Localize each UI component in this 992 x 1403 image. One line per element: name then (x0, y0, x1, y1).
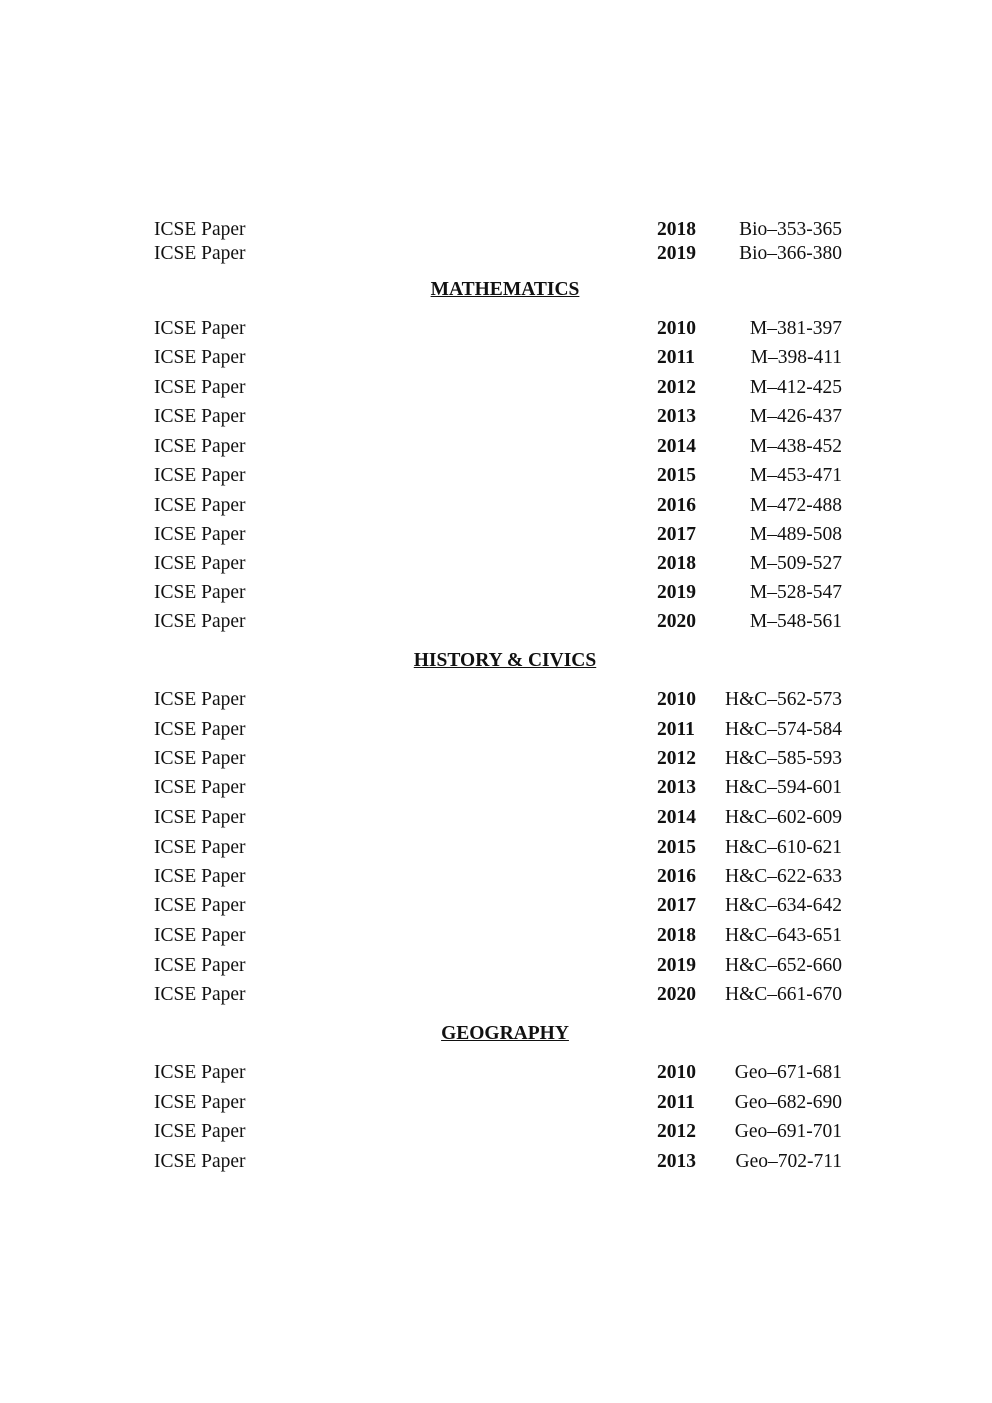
table-row (154, 552, 842, 576)
paper-year: 2010 (657, 1062, 696, 1083)
paper-label: ICSE Paper (154, 406, 246, 427)
table-row (154, 806, 842, 830)
paper-year: 2016 (657, 866, 696, 887)
paper-label: ICSE Paper (154, 984, 246, 1005)
paper-year: 2014 (657, 807, 696, 828)
paper-label: ICSE Paper (154, 748, 246, 769)
page-range: Geo–702-711 (735, 1151, 842, 1172)
page-range: Geo–671-681 (734, 1062, 842, 1083)
page-range: H&C–562-573 (725, 689, 842, 710)
paper-label: ICSE Paper (154, 1092, 246, 1113)
paper-label: ICSE Paper (154, 553, 246, 574)
page-range: M–426-437 (749, 406, 842, 427)
table-row (154, 954, 842, 978)
paper-year: 2011 (657, 1092, 695, 1113)
page-range: M–438-452 (749, 436, 842, 457)
paper-label: ICSE Paper (154, 807, 246, 828)
table-row (154, 242, 842, 266)
paper-year: 2012 (657, 1121, 696, 1142)
page-range: M–509-527 (749, 553, 842, 574)
page-range: H&C–622-633 (725, 866, 842, 887)
table-row (154, 1061, 842, 1085)
paper-label: ICSE Paper (154, 895, 246, 916)
section-heading-geography: GEOGRAPHY (441, 1023, 569, 1044)
paper-label: ICSE Paper (154, 465, 246, 486)
paper-year: 2015 (657, 465, 696, 486)
paper-label: ICSE Paper (154, 689, 246, 710)
table-row (154, 346, 842, 370)
table-row (154, 1150, 842, 1174)
table-row (154, 1120, 842, 1144)
table-row (154, 688, 842, 712)
paper-label: ICSE Paper (154, 719, 246, 740)
paper-year: 2019 (657, 582, 696, 603)
table-row (154, 894, 842, 918)
page-range: H&C–585-593 (725, 748, 842, 769)
paper-label: ICSE Paper (154, 524, 246, 545)
paper-label: ICSE Paper (154, 318, 246, 339)
table-row (154, 718, 842, 742)
paper-year: 2018 (657, 553, 696, 574)
table-row (154, 464, 842, 488)
table-row (154, 924, 842, 948)
page-range: Bio–353-365 (739, 219, 842, 240)
page-range: H&C–634-642 (725, 895, 842, 916)
table-row (154, 776, 842, 800)
table-row (154, 523, 842, 547)
page-range: Geo–682-690 (734, 1092, 842, 1113)
page-range: M–381-397 (749, 318, 842, 339)
paper-label: ICSE Paper (154, 866, 246, 887)
paper-label: ICSE Paper (154, 495, 246, 516)
paper-label: ICSE Paper (154, 347, 246, 368)
paper-year: 2020 (657, 984, 696, 1005)
page-range: H&C–652-660 (725, 955, 842, 976)
table-row (154, 747, 842, 771)
paper-year: 2012 (657, 377, 696, 398)
table-row (154, 405, 842, 429)
page-range: M–489-508 (749, 524, 842, 545)
paper-year: 2013 (657, 1151, 696, 1172)
paper-label: ICSE Paper (154, 611, 246, 632)
paper-label: ICSE Paper (154, 1151, 246, 1172)
table-row (154, 376, 842, 400)
paper-label: ICSE Paper (154, 243, 246, 264)
table-row (154, 581, 842, 605)
paper-year: 2014 (657, 436, 696, 457)
page-range: H&C–574-584 (725, 719, 842, 740)
paper-year: 2019 (657, 243, 696, 264)
paper-label: ICSE Paper (154, 837, 246, 858)
page-range: M–412-425 (749, 377, 842, 398)
paper-year: 2013 (657, 777, 696, 798)
paper-year: 2010 (657, 318, 696, 339)
paper-year: 2017 (657, 895, 696, 916)
table-row (154, 983, 842, 1007)
table-row (154, 494, 842, 518)
page-range: H&C–602-609 (725, 807, 842, 828)
table-row (154, 836, 842, 860)
page-range: H&C–643-651 (725, 925, 842, 946)
table-row (154, 435, 842, 459)
paper-label: ICSE Paper (154, 219, 246, 240)
page-range: H&C–661-670 (725, 984, 842, 1005)
paper-year: 2010 (657, 689, 696, 710)
page-range: M–398-411 (750, 347, 842, 368)
page-range: H&C–594-601 (725, 777, 842, 798)
table-row (154, 865, 842, 889)
page-range: M–548-561 (749, 611, 842, 632)
page-range: Geo–691-701 (734, 1121, 842, 1142)
paper-label: ICSE Paper (154, 1121, 246, 1142)
paper-year: 2011 (657, 347, 695, 368)
paper-year: 2020 (657, 611, 696, 632)
paper-label: ICSE Paper (154, 582, 246, 603)
page-range: H&C–610-621 (725, 837, 842, 858)
paper-year: 2011 (657, 719, 695, 740)
paper-year: 2013 (657, 406, 696, 427)
table-row (154, 218, 842, 242)
page-range: Bio–366-380 (739, 243, 842, 264)
paper-year: 2015 (657, 837, 696, 858)
paper-year: 2017 (657, 524, 696, 545)
section-heading-mathematics: MATHEMATICS (430, 279, 580, 300)
paper-label: ICSE Paper (154, 925, 246, 946)
paper-label: ICSE Paper (154, 436, 246, 457)
paper-year: 2016 (657, 495, 696, 516)
paper-year: 2019 (657, 955, 696, 976)
paper-year: 2012 (657, 748, 696, 769)
page-range: M–472-488 (749, 495, 842, 516)
paper-year: 2018 (657, 219, 696, 240)
table-row (154, 610, 842, 634)
paper-label: ICSE Paper (154, 955, 246, 976)
page-range: M–453-471 (749, 465, 842, 486)
paper-year: 2018 (657, 925, 696, 946)
table-row (154, 1091, 842, 1115)
paper-label: ICSE Paper (154, 777, 246, 798)
paper-label: ICSE Paper (154, 377, 246, 398)
paper-label: ICSE Paper (154, 1062, 246, 1083)
page-range: M–528-547 (749, 582, 842, 603)
section-heading-history-civics: HISTORY & CIVICS (413, 650, 597, 671)
table-row (154, 317, 842, 341)
